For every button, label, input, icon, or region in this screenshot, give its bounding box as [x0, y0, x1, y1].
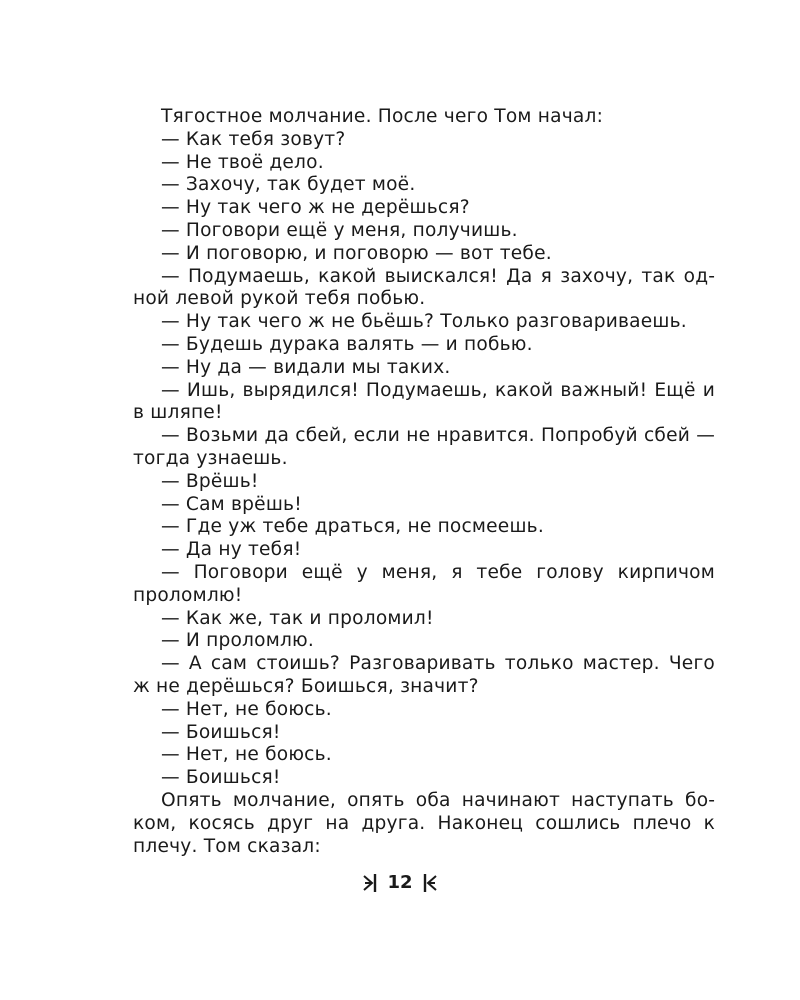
paragraph-4: — Захочу, так будет моё. [161, 174, 416, 196]
paragraph-12: — Ишь, вырядился! Подумаешь, какой важный! Ещё и в шляпе! [133, 379, 715, 424]
paragraph-1: Тягостное молчание. После чего Том начал: [161, 106, 604, 127]
paragraph-18: — Поговори ещё у меня, я тебе голову кирпичом проломлю! [133, 561, 715, 606]
paragraph-11: — Ну да — видали мы таких. [161, 356, 451, 378]
paragraph-21: — А сам стоишь? Разговаривать только мастер. Чего ж не дерёшься? Боишься, значит? [133, 653, 715, 697]
paragraph-9: — Ну так чего ж не бьёшь? Только разговариваешь. [161, 311, 687, 333]
paragraph-10: — Будешь дурака валять — и побью. [161, 333, 533, 355]
paragraph-26: Опять молчание, опять оба начинают наступать боком, косясь друг на друга. Наконец сошлись плечо к плечу. Том сказал: [133, 789, 715, 857]
paragraph-20: — И проломлю. [161, 630, 314, 652]
paragraph-7: — И поговорю, и поговорю — вот тебе. [161, 242, 552, 264]
page-number: 12 [387, 872, 413, 893]
paragraph-13: — Возьми да сбей, если не нравится. Попробуй сбей — тогда узнаешь. [133, 425, 715, 469]
paragraph-14: — Врёшь! [161, 470, 259, 492]
paragraph-5: — Ну так чего ж не дерёшься? [161, 197, 470, 219]
paragraph-3: — Не твоё дело. [161, 151, 324, 173]
paragraph-25: — Боишься! [161, 767, 281, 789]
paragraph-22: — Нет, не боюсь. [161, 698, 332, 720]
ornament-left-icon [362, 872, 378, 894]
paragraph-2: — Как тебя зовут? [161, 128, 346, 150]
paragraph-23: — Боишься! [161, 721, 281, 743]
paragraph-15: — Сам врёшь! [161, 493, 302, 515]
text-block [133, 106, 715, 858]
ornament-right-icon [422, 872, 438, 894]
paragraph-17: — Да ну тебя! [161, 539, 302, 561]
paragraph-6: — Поговори ещё у меня, получишь. [161, 219, 518, 241]
paragraph-16: — Где уж тебе драться, не посмеешь. [161, 516, 544, 538]
paragraph-8: — Подумаешь, какой выискался! Да я захочу, так одной левой рукой тебя побью. [133, 265, 715, 310]
paragraph-24: — Нет, не боюсь. [161, 744, 332, 766]
paragraph-19: — Как же, так и проломил! [161, 607, 434, 629]
page-footer [0, 872, 800, 894]
